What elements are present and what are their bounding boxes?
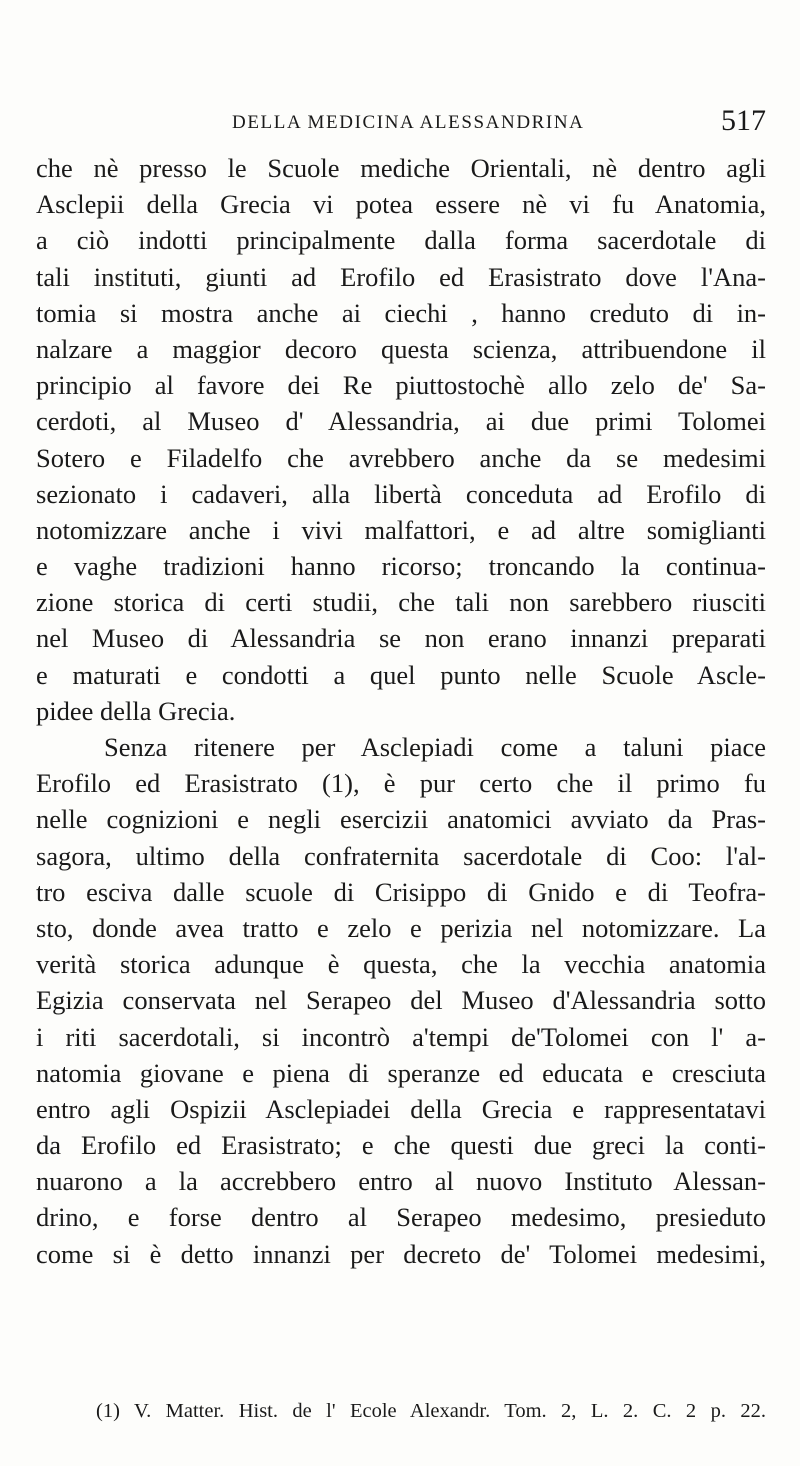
text-line: notomizzare anche i vivi malfattori, e ad altre somiglianti — [36, 514, 766, 545]
text-line: e maturati e condotti a quel punto nelle Scuole Ascle- — [36, 659, 766, 690]
text-line: sagora, ultimo della confraternita sacerdotale di Coo: l'al- — [36, 840, 766, 871]
text-line: zione storica di certi studii, che tali non sarebbero riusciti — [36, 587, 766, 618]
text-line: Egizia conservata nel Serapeo del Museo d'Alessandria sotto — [36, 985, 766, 1016]
text-line: da Erofilo ed Erasistrato; e che questi due greci la conti- — [36, 1130, 766, 1161]
text-line: nelle cognizioni e negli esercizii anatomici avviato da Pras- — [36, 804, 766, 835]
text-line: natomia giovane e piena di speranze ed educata e cresciuta — [36, 1057, 766, 1088]
text-line: entro agli Ospizii Asclepiadei della Grecia e rappresentatavi — [36, 1093, 766, 1124]
text-line: sezionato i cadaveri, alla libertà conceduta ad Erofilo di — [36, 478, 766, 509]
text-line: tali instituti, giunti ad Erofilo ed Erasistrato dove l'Ana- — [36, 261, 766, 292]
text-line: Erofilo ed Erasistrato (1), è pur certo che il primo fu — [36, 768, 766, 799]
text-line: cerdoti, al Museo d' Alessandria, ai due primi Tolomei — [36, 406, 766, 437]
footnote: (1) V. Matter. Hist. de l' Ecole Alexandr. Tom. 2, L. 2. C. 2 p. 22. — [96, 1400, 766, 1422]
text-line: Asclepii della Grecia vi potea essere nè vi fu Anatomia, — [36, 189, 766, 220]
page-number: 517 — [721, 104, 766, 137]
text-line: drino, e forse dentro al Serapeo medesimo, presieduto — [36, 1202, 766, 1233]
running-head — [36, 104, 766, 140]
text-line: nalzare a maggior decoro questa scienza, attribuendone il — [36, 333, 766, 364]
paragraph — [36, 729, 766, 1272]
text-line: Senza ritenere per Asclepiadi come a taluni piace — [104, 732, 766, 762]
text-line: nuarono a la accrebbero entro al nuovo Instituto Alessan- — [36, 1166, 766, 1197]
text-line: e vaghe tradizioni hanno ricorso; troncando la continua- — [36, 551, 766, 582]
text-line: verità storica adunque è questa, che la vecchia anatomia — [36, 949, 766, 980]
paragraph — [36, 150, 766, 729]
text-line: principio al favore dei Re piuttostochè allo zelo de' Sa- — [36, 370, 766, 401]
text-line: a ciò indotti principalmente dalla forma sacerdotale di — [36, 225, 766, 256]
text-line: sto, donde avea tratto e zelo e perizia nel notomizzare. La — [36, 912, 766, 943]
text-line: come si è detto innanzi per decreto de' Tolomei medesimi, — [36, 1238, 766, 1269]
running-title: DELLA MEDICINA ALESSANDRINA — [232, 112, 585, 133]
text-line: pidee della Grecia. — [36, 695, 236, 726]
text-line: tomia si mostra anche ai ciechi , hanno creduto di in- — [36, 297, 766, 328]
text-line: che nè presso le Scuole mediche Orientali, nè dentro agli — [36, 153, 766, 183]
text-line: tro esciva dalle scuole di Crisippo di Gnido e di Teofra- — [36, 876, 766, 907]
text-line: i riti sacerdotali, si incontrò a'tempi de'Tolomei con l' a- — [36, 1021, 766, 1052]
text-line: Sotero e Filadelfo che avrebbero anche da se medesimi — [36, 442, 766, 473]
body-text — [36, 150, 766, 1272]
text-line: nel Museo di Alessandria se non erano innanzi preparati — [36, 623, 766, 654]
